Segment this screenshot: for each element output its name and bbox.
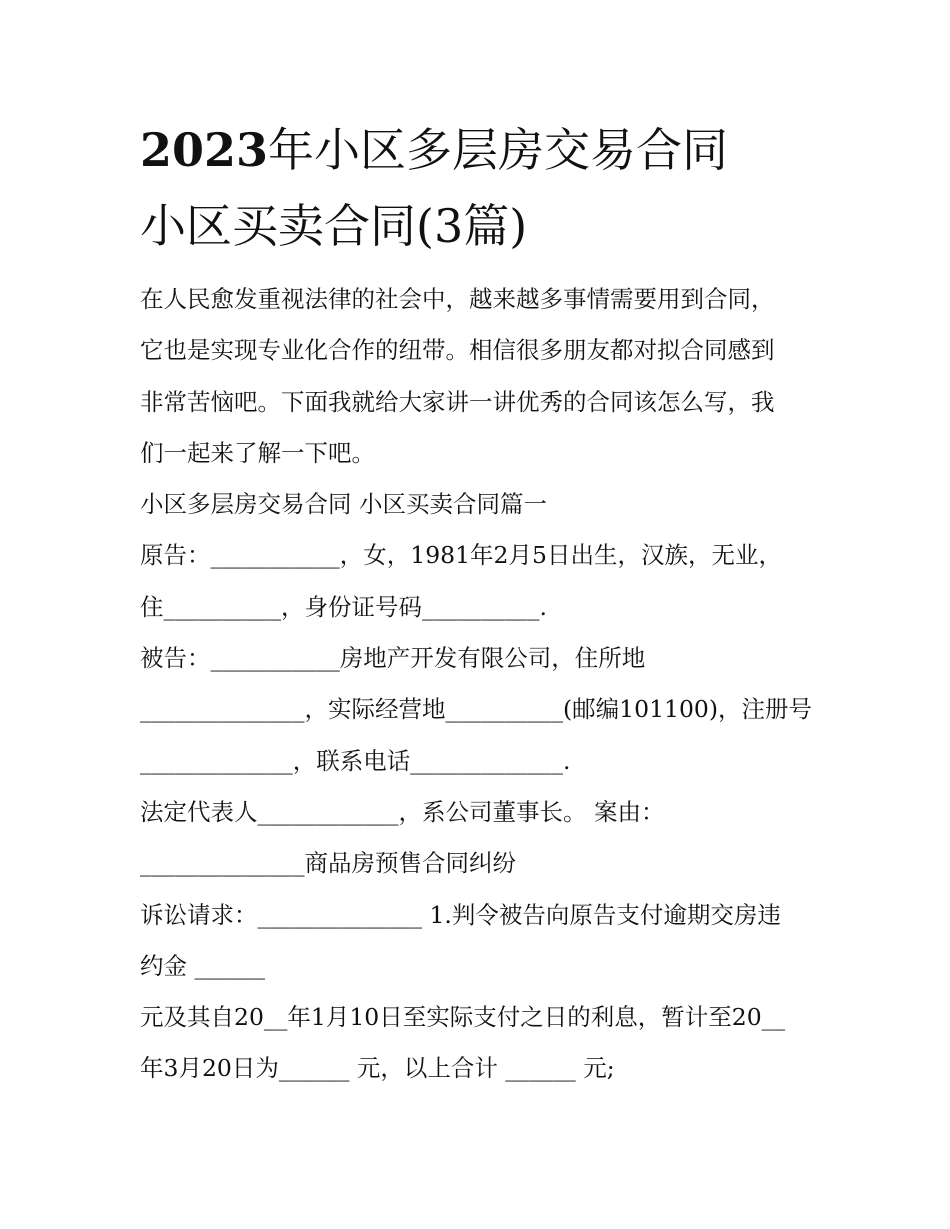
title-year: 2023 <box>140 123 269 177</box>
body-line: 原告：___________，女，1981年2月5日出生，汉族，无业， <box>140 541 782 570</box>
body-line: ______________，实际经营地__________(邮编101100)，注册号 <box>140 695 813 724</box>
document-body <box>140 274 820 1095</box>
title-line-1-text: 年小区多层房交易合同 <box>268 123 729 177</box>
document-title <box>140 112 840 264</box>
body-line: 在人民愈发重视法律的社会中，越来越多事情需要用到合同， <box>140 285 775 313</box>
title-line-1 <box>140 112 840 188</box>
body-line: 被告：___________房地产开发有限公司，住所地 <box>140 644 646 673</box>
body-line: 年3月20日为______ 元，以上合计 ______ 元; <box>140 1054 615 1083</box>
body-line: 法定代表人____________，系公司董事长。 案由： <box>140 797 665 826</box>
body-line: 们一起来了解一下吧。 <box>140 438 375 467</box>
body-line: 它也是实现专业化合作的纽带。相信很多朋友都对拟合同感到 <box>140 336 775 365</box>
body-line: 约金 ______ <box>140 951 265 980</box>
body-line: 住__________，身份证号码__________. <box>140 592 547 621</box>
section-heading: 小区多层房交易合同 小区买卖合同篇一 <box>140 490 547 519</box>
body-line: 元及其自20__年1月10日至实际支付之日的利息，暂计至20__ <box>140 1003 786 1032</box>
body-line: 诉讼请求：______________ 1.判令被告向原告支付逾期交房违 <box>140 900 781 929</box>
body-line: 非常苦恼吧。下面我就给大家讲一讲优秀的合同该怎么写，我 <box>140 387 775 416</box>
body-line: _____________，联系电话_____________. <box>140 746 571 775</box>
title-line-2: 小区买卖合同(3篇) <box>140 199 528 253</box>
body-line: ______________商品房预售合同纠纷 <box>140 849 516 878</box>
